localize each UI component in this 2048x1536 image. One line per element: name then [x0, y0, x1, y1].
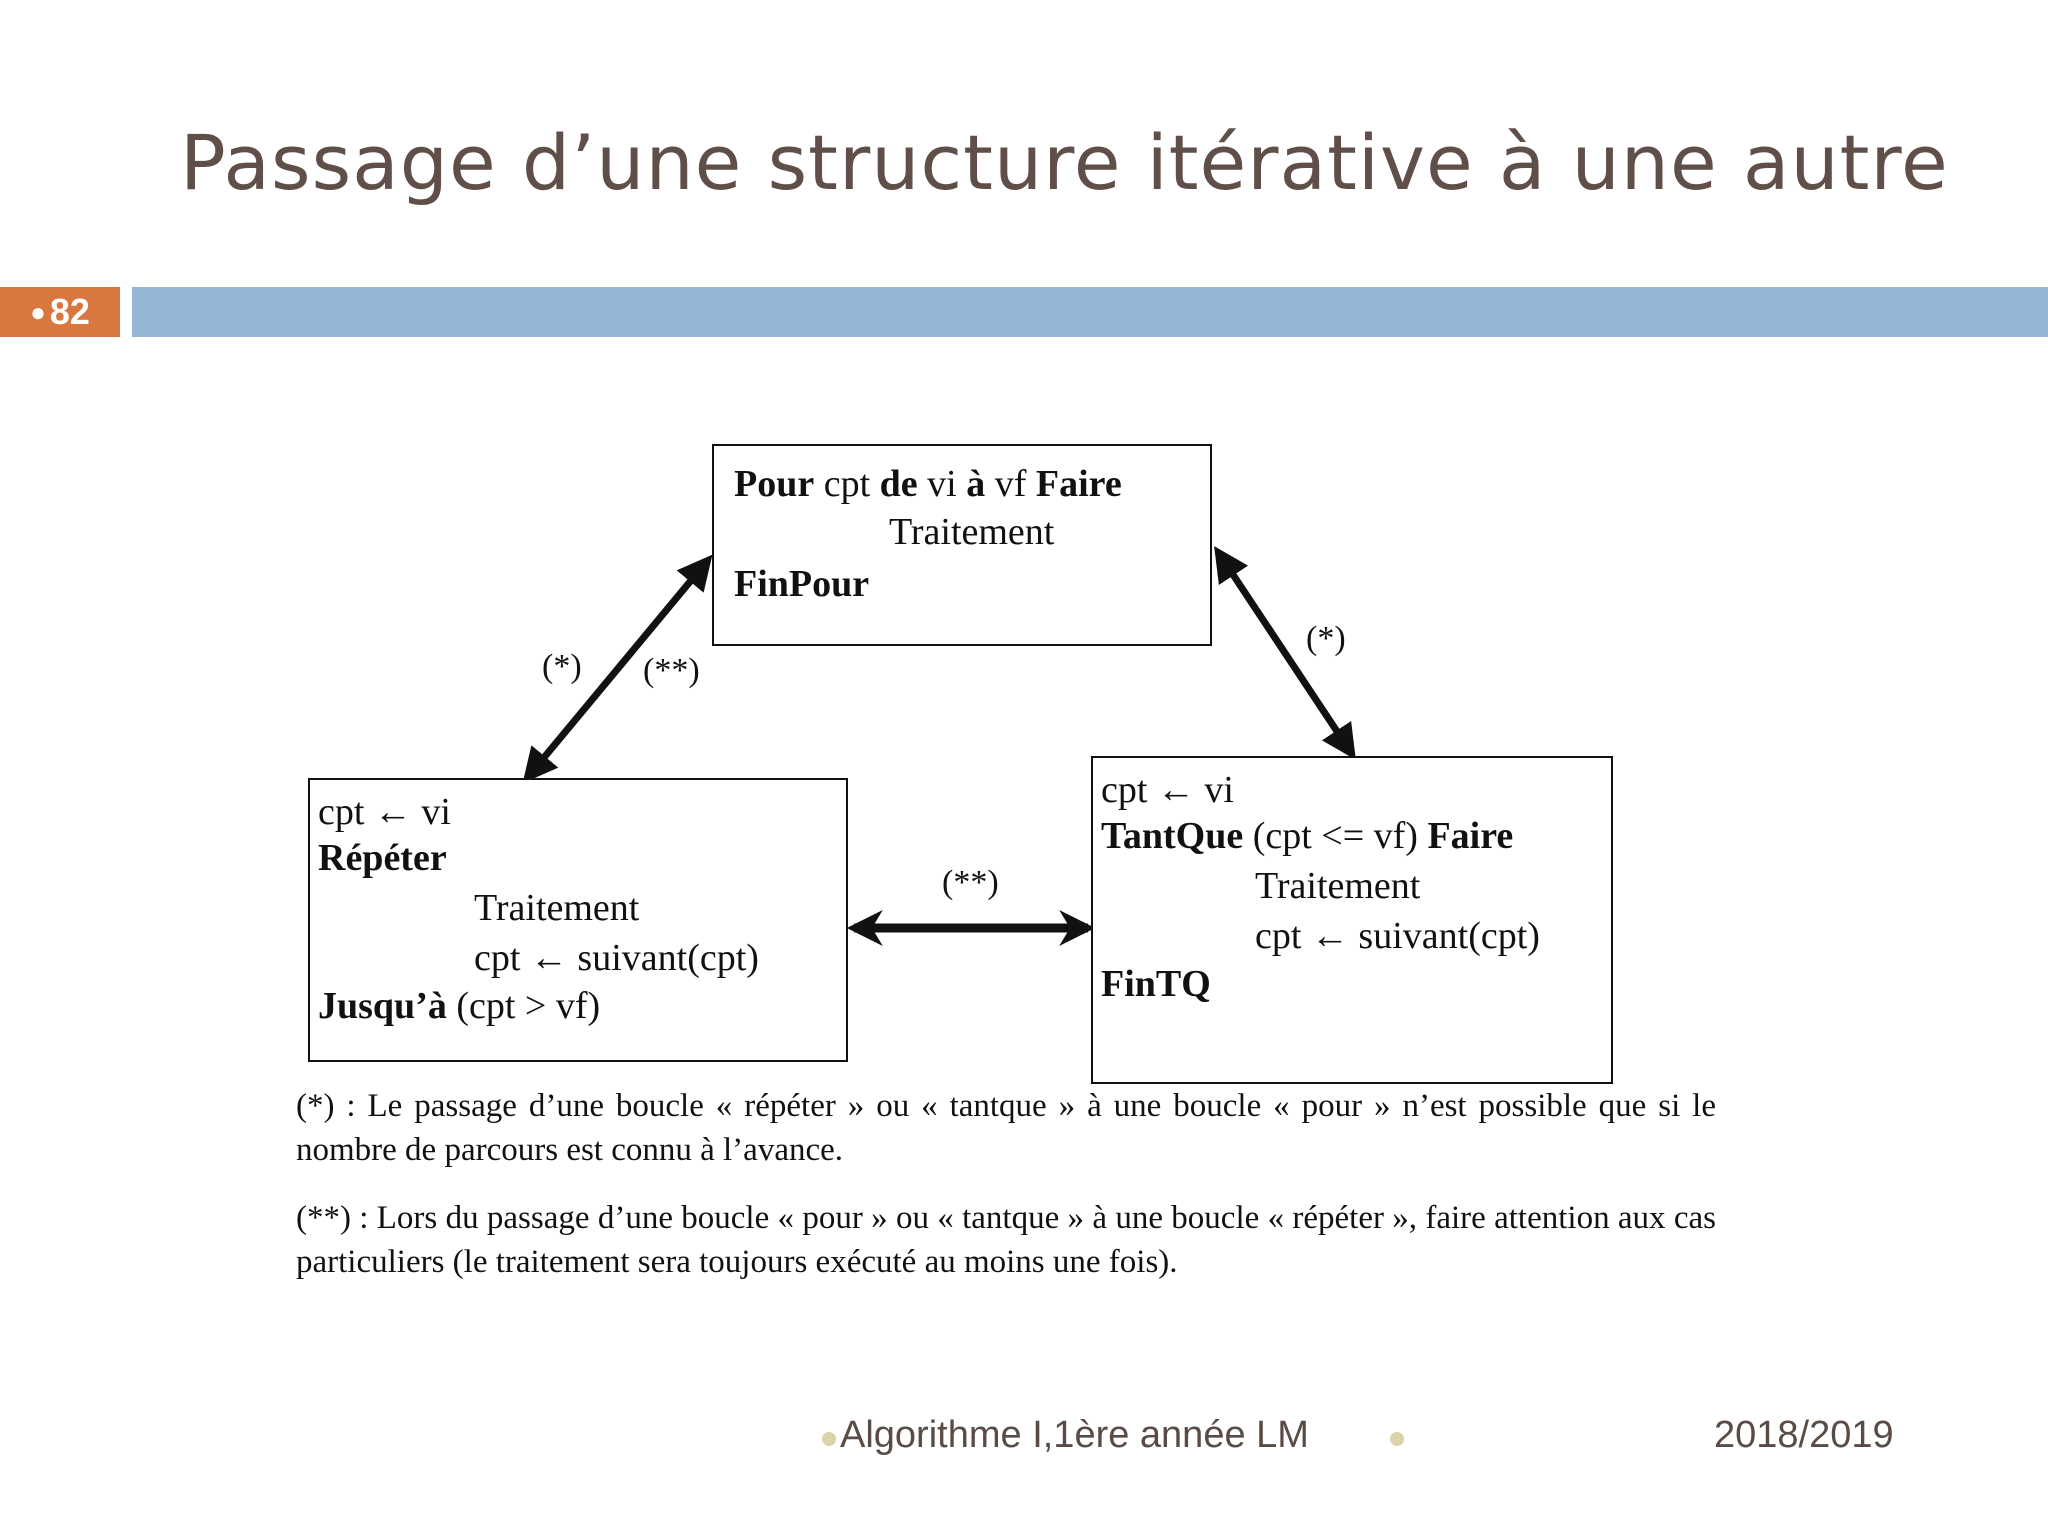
tantque-line-5: FinTQ: [1101, 963, 1211, 1005]
pour-line-2: Traitement: [889, 511, 1055, 553]
kw-a: à: [966, 463, 986, 505]
box-pour: [712, 444, 1212, 646]
slide-title: Passage d’une structure itérative à une autre: [180, 118, 1949, 207]
box-tantque: [1091, 756, 1613, 1084]
tantque-line-3: Traitement: [1255, 865, 1421, 907]
footer-course: Algorithme I,1ère année LM: [840, 1414, 1309, 1456]
arrow-label-right: (*): [1306, 620, 1346, 657]
kw-pour: Pour: [734, 463, 815, 505]
kw-faire: Faire: [1035, 463, 1122, 505]
bullet-icon: ●: [30, 296, 46, 327]
slide-number: 82: [49, 291, 90, 332]
kw-tantque: TantQue: [1101, 815, 1244, 857]
arrow-label-left-b: (**): [643, 652, 700, 689]
note-1: (*) : Le passage d’une boucle « répéter » ou « tantque » à une boucle « pour » n’est possible que si le nombre de parcours est connu à l’avance.: [296, 1088, 1716, 1168]
kw-jusqua: Jusqu’à: [318, 985, 447, 1027]
footer-separator-icon: [1390, 1432, 1404, 1446]
tantque-condition: (cpt <= vf): [1243, 815, 1428, 857]
pour-line-1: [734, 462, 1122, 506]
pour-vi: vi: [917, 463, 967, 505]
box-repeter: [308, 778, 848, 1062]
repeter-line-5: [318, 984, 600, 1028]
note-2: (**) : Lors du passage d’une boucle « pour » ou « tantque » à une boucle « répéter », faire attention aux cas particuliers (le traitement sera toujours exécuté au moins une fois).: [296, 1200, 1716, 1280]
footer-year: 2018/2019: [1714, 1414, 1894, 1456]
repeter-line-3: Traitement: [474, 887, 640, 929]
tantque-line-2: [1101, 814, 1513, 858]
tantque-line-1: cpt ← vi: [1101, 769, 1234, 811]
repeter-line-2: Répéter: [318, 837, 447, 879]
repeter-line-1: cpt ← vi: [318, 791, 451, 833]
pour-var: cpt: [814, 463, 880, 505]
pour-line-3: FinPour: [734, 563, 870, 605]
tantque-line-4: cpt ← suivant(cpt): [1255, 915, 1540, 957]
repeter-condition: (cpt > vf): [446, 985, 601, 1027]
arrow-label-left-a: (*): [542, 648, 582, 685]
repeter-line-4: cpt ← suivant(cpt): [474, 937, 759, 979]
footer-bullet-icon: [822, 1432, 836, 1446]
arrow-label-bottom: (**): [942, 864, 999, 901]
kw-de: de: [879, 463, 918, 505]
kw-faire: Faire: [1427, 815, 1514, 857]
pour-vf: vf: [985, 463, 1036, 505]
